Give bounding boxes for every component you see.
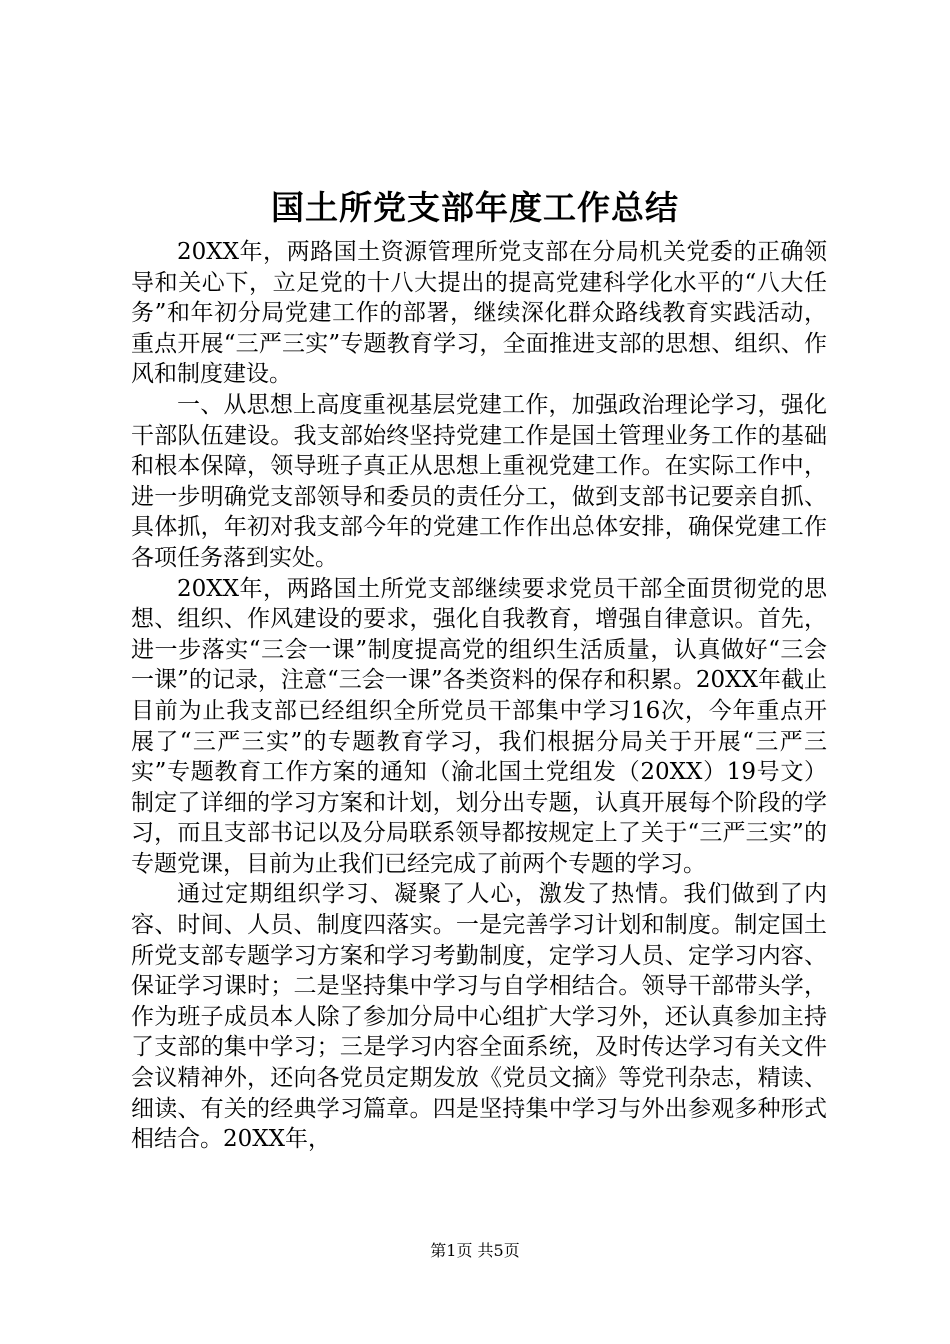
document-title: 国土所党支部年度工作总结 xyxy=(271,188,679,227)
paragraph: 20XX年，两路国土资源管理所党支部在分局机关党委的正确领导和关心下，立足党的十八大提出的提高党建科学化水平的“八大任务”和年初分局党建工作的部署，继续深化群众路线教育实践活动，重点开展“三严三实”专题教育学习，全面推进支部的思想、组织、作风和制度建设。 xyxy=(131,239,827,388)
paragraph: 20XX年，两路国土所党支部继续要求党员干部全面贯彻党的思想、组织、作风建设的要求，强化自我教育，增强自律意识。首先，进一步落实“三会一课”制度提高党的组织生活质量，认真做好“三会一课”的记录，注意“三会一课”各类资料的保存和积累。20XX年截止目前为止我支部已经组织全所党员干部集中学习16次，今年重点开展了“三严三实”的专题教育学习，我们根据分局关于开展“三严三实”专题教育工作方案的通知（渝北国土党组发（20XX）19号文）制定了详细的学习方案和计划，划分出专题，认真开展每个阶段的学习，而且支部书记以及分局联系领导都按规定上了关于“三严三实”的专题党课，目前为止我们已经完成了前两个专题的学习。 xyxy=(131,575,827,877)
paragraph: 通过定期组织学习、凝聚了人心，激发了热情。我们做到了内容、时间、人员、制度四落实。一是完善学习计划和制度。制定国土所党支部专题学习方案和学习考勤制度，定学习人员、定学习内容、保证学习课时；二是坚持集中学习与自学相结合。领导干部带头学，作为班子成员本人除了参加分局中心组扩大学习外，还认真参加主持了支部的集中学习；三是学习内容全面系统，及时传达学习有关文件会议精神外，还向各党员定期发放《党员文摘》等党刊杂志，精读、细读、有关的经典学习篇章。四是坚持集中学习与外出参观多种形式相结合。20XX年， xyxy=(131,881,827,1153)
page-footer: 第1页 共5页 xyxy=(430,1241,520,1260)
document-body xyxy=(131,237,827,1155)
paragraph: 一、从思想上高度重视基层党建工作，加强政治理论学习，强化干部队伍建设。我支部始终坚持党建工作是国土管理业务工作的基础和根本保障，领导班子真正从思想上重视党建工作。在实际工作中，进一步明确党支部领导和委员的责任分工，做到支部书记要亲自抓、具体抓，年初对我支部今年的党建工作作出总体安排，确保党建工作各项任务落到实处。 xyxy=(131,391,827,571)
